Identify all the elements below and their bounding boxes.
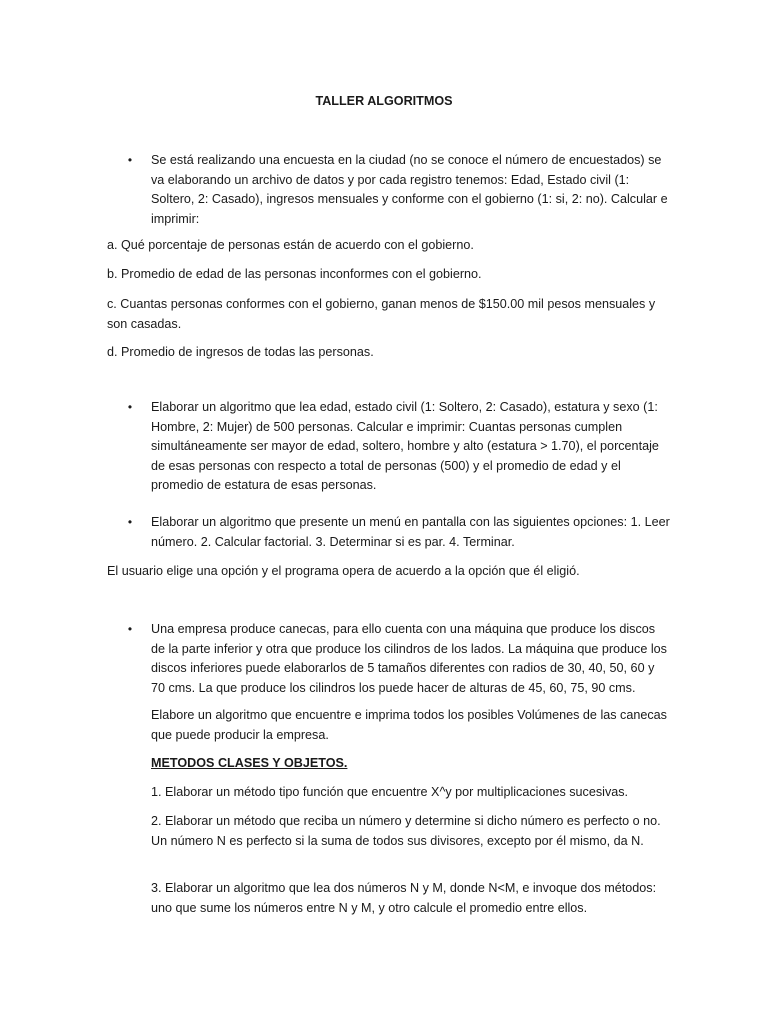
methods-item-2: 2. Elaborar un método que reciba un número y determine si dicho número es perfecto o no. Un número N es perfecto si la suma de todos sus divisores, excepto por él mismo, da N. [151, 814, 661, 848]
problem-1-item-c: c. Cuantas personas conformes con el gobierno, ganan menos de $150.00 mil pesos mensuales y son casadas. [107, 297, 656, 331]
problem-4-text: Una empresa produce canecas, para ello cuenta con una máquina que produce los discos de la parte inferior y otra que produce los cilindros de los lados. La máquina que produce los discos inferiores puede elaborarlos de 5 tamaños diferentes con radios de 30, 40, 50, 60 y 70 cms. La que produce los cilindros los puede hacer de alturas de 45, 60, 75, 90 cms. [151, 622, 667, 695]
bullet-4: • [127, 622, 133, 636]
problem-3-note: El usuario elige una opción y el programa opera de acuerdo a la opción que él eligió. [107, 564, 580, 578]
problem-2-text: Elaborar un algoritmo que lea edad, estado civil (1: Soltero, 2: Casado), estatura y sexo (1: Hombre, 2: Mujer) de 500 personas. Calcular e imprimir: Cuantas personas cumplen simultáneamente ser mayor de edad, soltero, hombre y alto (estatura > 1.70), el porcentaje de esas personas con respecto a total de personas (500) y el promedio de edad y el promedio de estatura de esas personas. [151, 400, 659, 493]
problem-3-text: Elaborar un algoritmo que presente un menú en pantalla con las siguientes opciones: 1. Leer número. 2. Calcular factorial. 3. Determinar si es par. 4. Terminar. [151, 515, 670, 549]
problem-1-item-a: a. Qué porcentaje de personas están de acuerdo con el gobierno. [107, 238, 474, 252]
problem-1-item-b: b. Promedio de edad de las personas inconformes con el gobierno. [107, 267, 482, 281]
methods-heading: METODOS CLASES Y OBJETOS. [151, 756, 348, 770]
problem-1-item-d: d. Promedio de ingresos de todas las personas. [107, 345, 374, 359]
methods-item-1: 1. Elaborar un método tipo función que encuentre X^y por multiplicaciones sucesivas. [151, 785, 629, 799]
bullet-2: • [127, 400, 133, 414]
document-title: TALLER ALGORITMOS [315, 94, 453, 108]
bullet-1: • [127, 153, 133, 167]
problem-1-text: Se está realizando una encuesta en la ciudad (no se conoce el número de encuestados) se va elaborando un archivo de datos y por cada registro tenemos: Edad, Estado civil (1: Soltero, 2: Casado), ingresos mensuales y conforme con el gobierno (1: si, 2: no). Calcular e imprimir: [151, 153, 668, 226]
bullet-3: • [127, 515, 133, 529]
problem-4-follow: Elabore un algoritmo que encuentre e imprima todos los posibles Volúmenes de las canecas que puede producir la empresa. [151, 708, 667, 742]
methods-item-3: 3. Elaborar un algoritmo que lea dos números N y M, donde N<M, e invoque dos métodos: uno que sume los números entre N y M, y otro calcule el promedio entre ellos. [151, 881, 657, 915]
